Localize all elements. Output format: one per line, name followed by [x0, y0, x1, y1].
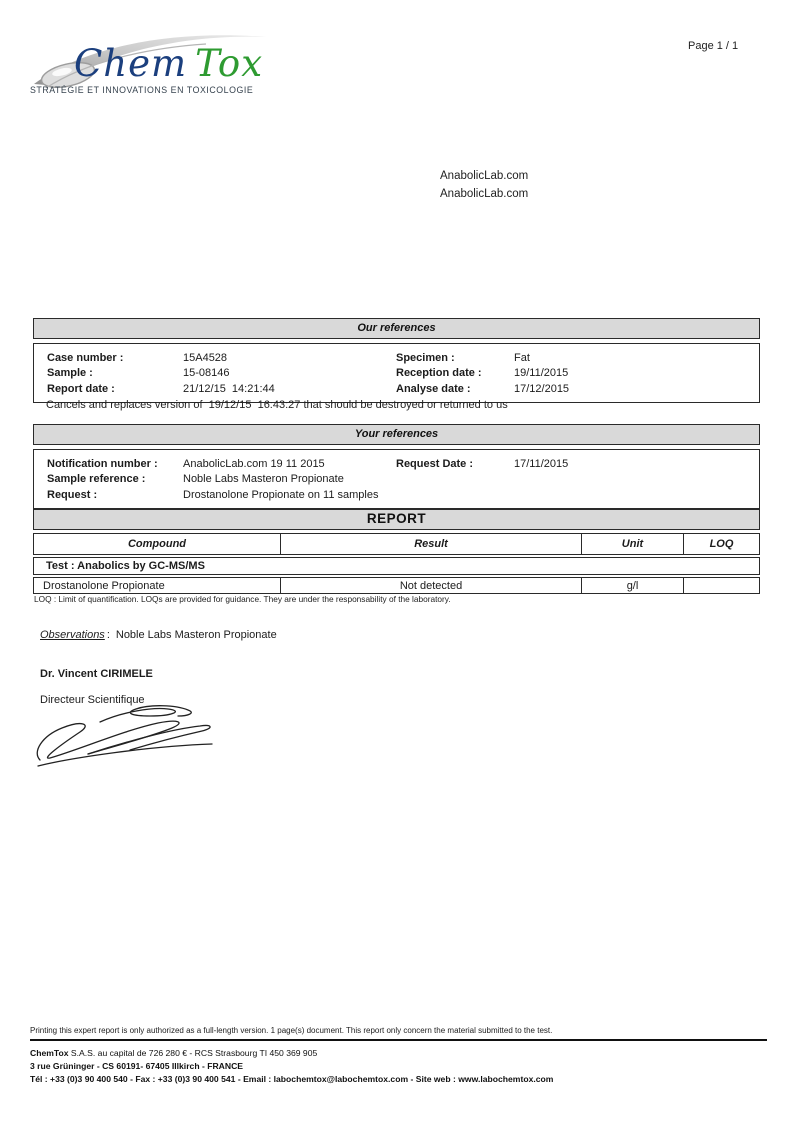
column-header-loq: LOQ [709, 538, 734, 550]
reference-row [34, 381, 759, 397]
footer-address-line: 3 rue Grüninger - CS 60191- 67405 Illkirch - FRANCE [30, 1061, 244, 1071]
field-label: Request Date : [396, 457, 474, 470]
field-value: AnabolicLab.com 19 11 2015 [183, 457, 325, 470]
column-header-unit: Unit [582, 534, 684, 554]
field-value: 17/11/2015 [514, 457, 569, 470]
logo-chem-text: Chem [74, 42, 188, 85]
observations-line [40, 629, 277, 641]
column-header-compound: Compound [34, 534, 281, 554]
unit-cell: g/l [582, 578, 684, 593]
reference-row [34, 350, 759, 366]
loq-cell [684, 578, 759, 593]
column-header-result: Result [281, 534, 582, 554]
footer-divider [30, 1039, 767, 1041]
field-value: 21/12/15 14:21:44 [183, 382, 275, 395]
our-references-header: Our references [33, 318, 760, 339]
recipient-line-1: AnabolicLab.com [440, 170, 529, 182]
footer-company-line [30, 1048, 317, 1058]
cancel-replace-note: Cancels and replaces version of 19/12/15 16:43:27 that should be destroyed or returned to us [46, 399, 508, 411]
footer-company-rest: S.A.S. au capital de 726 280 € - RCS Strasbourg TI 450 369 905 [68, 1048, 318, 1058]
footer-contacts-line: Tél : +33 (0)3 90 400 540 - Fax : +33 (0)3 90 400 541 - Email : labochemtox@labochemtox.com - Site web : www.labochemtox.com [30, 1074, 554, 1084]
field-label: Specimen : [396, 351, 455, 364]
logo-tox-text: Tox [195, 42, 264, 85]
your-references-header: Your references [33, 424, 760, 445]
page-number: Page 1 / 1 [688, 40, 739, 52]
field-value: 15A4528 [183, 351, 228, 364]
field-label: Notification number : [47, 457, 158, 470]
reference-row [34, 366, 759, 382]
field-value: Drostanolone Propionate on 11 samples [183, 488, 379, 501]
print-authorization-note: Printing this expert report is only authorized as a full-length version. 1 page(s) document. This report only concern the material submitted to the test. [30, 1026, 553, 1035]
observations-separator: : [106, 629, 110, 641]
reference-row [34, 487, 759, 503]
reference-row [34, 456, 759, 472]
report-test-row: Test : Anabolics by GC-MS/MS [33, 557, 760, 575]
observations-value: Noble Labs Masteron Propionate [115, 629, 277, 641]
field-label: Reception date : [396, 367, 482, 380]
field-label: Sample reference : [47, 473, 146, 486]
field-value: 19/11/2015 [514, 367, 569, 380]
report-title-bar: REPORT [33, 509, 760, 530]
field-label: Report date : [47, 382, 115, 395]
our-references-box [33, 343, 760, 403]
compound-cell: Drostanolone Propionate [34, 578, 281, 593]
signature-image [30, 700, 220, 768]
logo-wordmark [74, 42, 263, 85]
field-label: Analyse date : [396, 382, 471, 395]
field-value: 15-08146 [183, 367, 230, 380]
footer-company-name: ChemTox [30, 1048, 69, 1058]
logo-tagline: STRATÉGIE ET INNOVATIONS EN TOXICOLOGIE [30, 85, 254, 95]
signatory-title: Directeur Scientifique [40, 694, 145, 706]
report-column-header-row [33, 533, 760, 555]
observations-label: Observations [40, 629, 105, 641]
field-label: Case number : [47, 351, 124, 364]
loq-footnote: LOQ : Limit of quantification. LOQs are provided for guidance. They are under the responsability of the laboratory. [34, 594, 451, 604]
recipient-line-2: AnabolicLab.com [440, 188, 529, 200]
field-label: Sample : [47, 367, 93, 380]
field-value: Fat [514, 351, 530, 364]
field-label: Request : [47, 488, 98, 501]
field-value: Noble Labs Masteron Propionate [183, 473, 344, 486]
recipient-block [440, 167, 528, 203]
your-references-box [33, 449, 760, 509]
reference-row [34, 472, 759, 488]
report-result-row [33, 577, 760, 594]
field-value: 17/12/2015 [514, 382, 570, 395]
signatory-name: Dr. Vincent CIRIMELE [40, 668, 153, 680]
result-cell: Not detected [281, 578, 582, 593]
